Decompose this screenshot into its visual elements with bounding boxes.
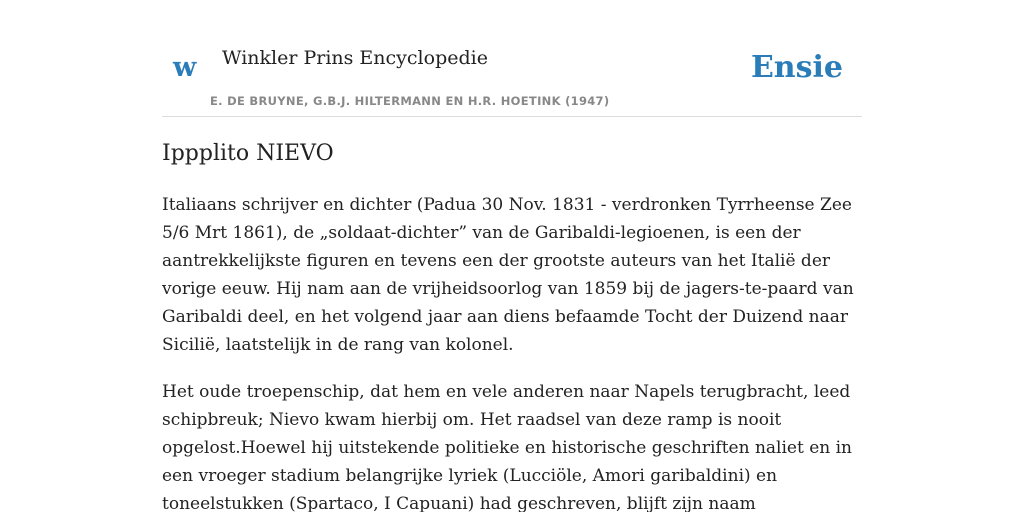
ensie-logo[interactable]: Ensie <box>750 50 843 85</box>
article-paragraph: Het oude troepenschip, dat hem en vele anderen naar Napels terugbracht, leed schipbreuk; Nievo kwam hierbij om. Het raadsel van deze ramp is nooit opgelost.Hoewel hij uitstekende politieke en historische geschriften naliet en in een vroeger stadium belangrijke lyriek (Lucciöle, Amori garibaldini) en toneelstukken (Spartaco, I Capuani) had geschreven, blijft zijn naam <box>162 382 853 512</box>
source-title[interactable]: Winkler Prins Encyclopedie <box>222 47 488 69</box>
winkler-prins-logo-icon[interactable]: w <box>173 52 197 83</box>
article-title: Ippplito NIEVO <box>162 141 334 166</box>
article <box>162 138 862 512</box>
article-paragraph: Italiaans schrijver en dichter (Padua 30 Nov. 1831 - verdronken Tyrrheense Zee 5/6 Mrt 1861), de „soldaat-dichter” van de Garibaldi-legioenen, is een der aantrekkelijkste figuren en tevens een der grootste auteurs van het Italië der vorige eeuw. Hij nam aan de vrijheidsoorlog van 1859 bij de jagers-te-paard van Garibaldi deel, en het volgend jaar aan diens befaamde Tocht der Duizend naar Sicilië, laatstelijk in de rang van kolonel. <box>162 195 854 355</box>
source-authors: E. DE BRUYNE, G.B.J. HILTERMANN EN H.R. HOETINK (1947) <box>210 94 610 108</box>
source-header <box>162 30 862 117</box>
